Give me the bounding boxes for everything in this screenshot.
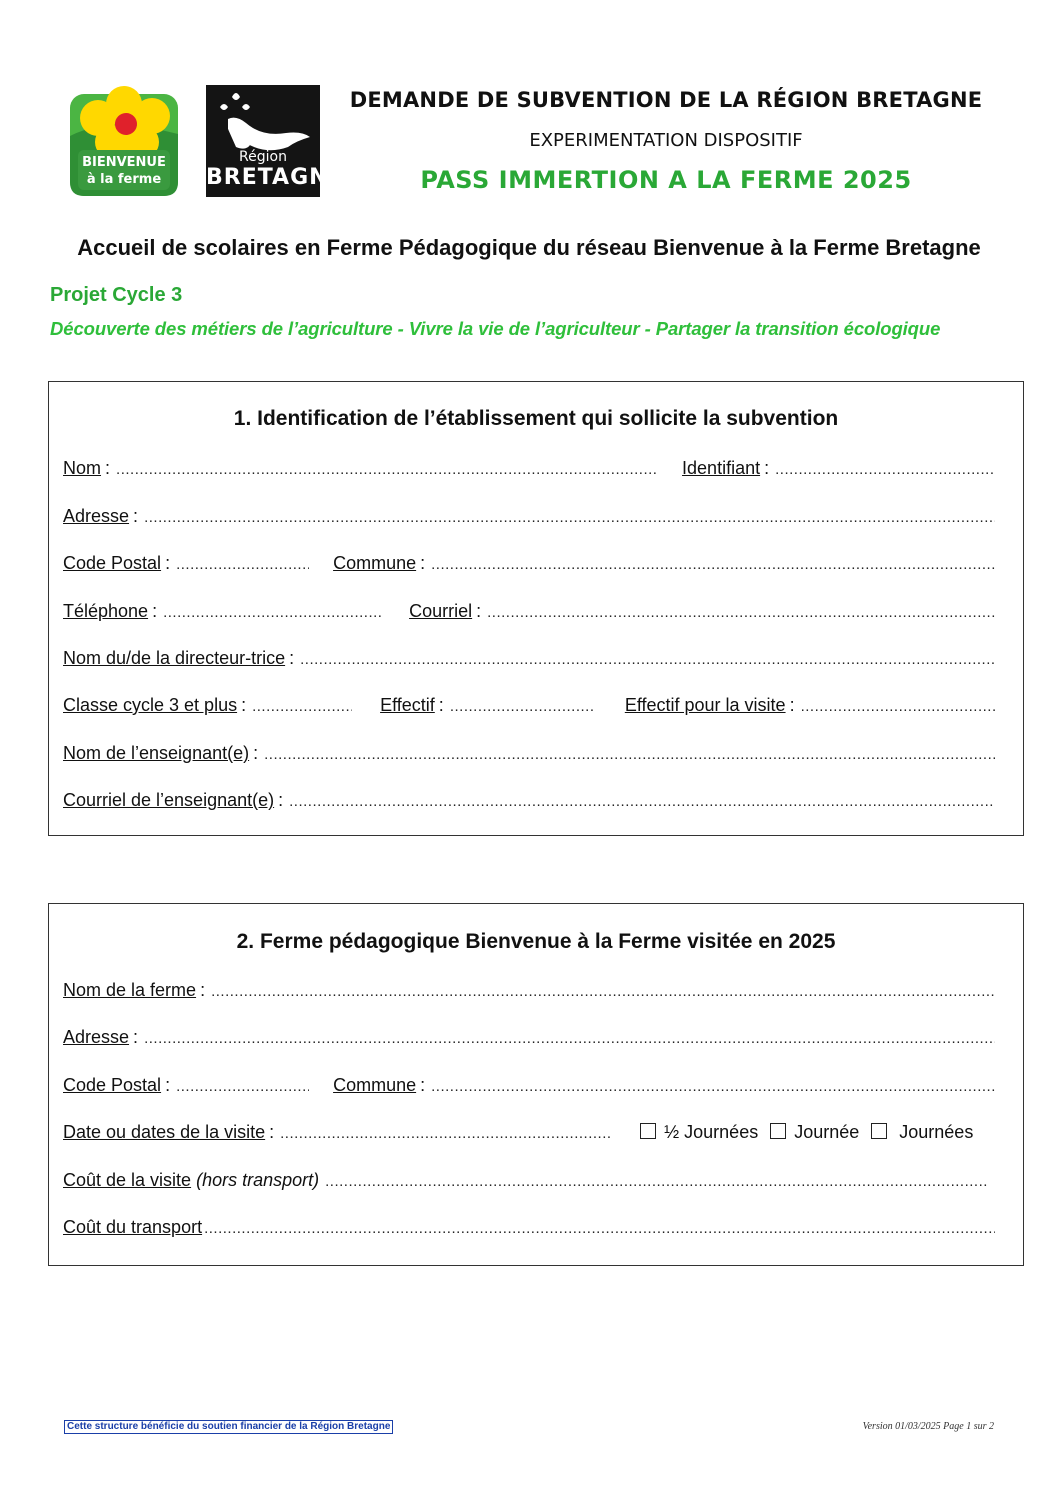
label-enseignant: Nom de l’enseignant(e) bbox=[63, 743, 250, 763]
subject-heading: Accueil de scolaires en Ferme Pédagogique du réseau Bienvenue à la Ferme Bretagne bbox=[77, 235, 981, 260]
pass-title: PASS IMMERTION A LA FERME 2025 bbox=[420, 166, 912, 194]
option-journees[interactable]: Journées bbox=[871, 1122, 973, 1143]
field-identifiant[interactable] bbox=[775, 461, 995, 478]
label-directeur: Nom du/de la directeur-trice bbox=[63, 648, 286, 668]
section-identification bbox=[48, 381, 1024, 836]
field-code-postal[interactable] bbox=[176, 556, 309, 573]
field-cout-visite[interactable] bbox=[325, 1173, 989, 1190]
section-1-title: 1. Identification de l’établissement qui sollicite la subvention bbox=[233, 407, 839, 430]
row-cout-visite bbox=[63, 1170, 989, 1196]
label-nom: Nom bbox=[63, 458, 102, 478]
section-2-title: 2. Ferme pédagogique Bienvenue à la Ferme visitée en 2025 bbox=[236, 930, 836, 953]
field-nom-ferme[interactable] bbox=[211, 983, 995, 1000]
footer-funding-note: Cette structure bénéficie du soutien financier de la Région Bretagne bbox=[64, 1420, 393, 1434]
field-directeur[interactable] bbox=[300, 651, 995, 668]
region-bretagne-logo: Région BRETAGNE bbox=[206, 85, 320, 197]
row-adresse-ferme: Adresse : ..... bbox=[63, 1027, 995, 1053]
checkbox-icon[interactable] bbox=[640, 1123, 656, 1139]
field-adresse-ferme[interactable] bbox=[144, 1030, 995, 1047]
row-adresse: Adresse : ..... bbox=[63, 506, 995, 532]
row-nom: Nom : ..... Identifiant : ..... bbox=[63, 458, 995, 484]
label-adresse-ferme: Adresse bbox=[63, 1027, 130, 1047]
field-enseignant[interactable] bbox=[264, 746, 995, 763]
footer-version: Version 01/03/2025 Page 1 sur 2 bbox=[862, 1421, 994, 1432]
label-courriel: Courriel bbox=[409, 601, 473, 621]
document-title: DEMANDE DE SUBVENTION DE LA RÉGION BRETAGNE bbox=[349, 88, 983, 112]
field-adresse[interactable] bbox=[144, 509, 995, 526]
projet-description: Découverte des métiers de l’agriculture - Vivre la vie de l’agriculteur - Partager la transition écologique bbox=[50, 318, 941, 339]
row-nom-ferme: Nom de la ferme : ..... bbox=[63, 980, 995, 1006]
row-courriel-enseignant: Courriel de l’enseignant(e) : ..... bbox=[63, 790, 995, 816]
option-journee[interactable]: Journée bbox=[770, 1122, 859, 1143]
field-telephone[interactable] bbox=[163, 604, 383, 621]
svg-text:à la ferme: à la ferme bbox=[86, 172, 162, 187]
label-cout-transport: Coût du transport bbox=[63, 1217, 203, 1237]
row-directeur: Nom du/de la directeur-trice : ..... bbox=[63, 648, 995, 674]
row-enseignant: Nom de l’enseignant(e) : ..... bbox=[63, 743, 995, 769]
field-courriel[interactable] bbox=[487, 604, 995, 621]
label-telephone: Téléphone bbox=[63, 601, 149, 621]
label-commune-ferme: Commune bbox=[333, 1075, 417, 1095]
label-adresse: Adresse bbox=[63, 506, 130, 526]
label-cout-visite: Coût de la visite bbox=[63, 1170, 192, 1190]
field-dates-visite[interactable] bbox=[280, 1125, 610, 1142]
bienvenue-a-la-ferme-logo bbox=[68, 76, 180, 198]
row-classe: Classe cycle 3 et plus : ..... Effectif : ..... Effectif pour la visite : ..... bbox=[63, 695, 995, 721]
label-classe: Classe cycle 3 et plus bbox=[63, 695, 238, 715]
row-dates-visite: Date ou dates de la visite : ..... ½ Journées Journée Journées bbox=[63, 1122, 1005, 1148]
label-dates-visite: Date ou dates de la visite bbox=[63, 1122, 266, 1142]
document-subtitle: EXPERIMENTATION DISPOSITIF bbox=[529, 130, 803, 151]
field-classe[interactable] bbox=[252, 698, 352, 715]
row-code-postal-ferme: Code Postal : ..... Commune : ..... bbox=[63, 1075, 995, 1101]
field-effectif[interactable] bbox=[450, 698, 595, 715]
checkbox-icon[interactable] bbox=[770, 1123, 786, 1139]
label-nom-ferme: Nom de la ferme bbox=[63, 980, 197, 1000]
row-cout-transport bbox=[63, 1217, 995, 1243]
field-effectif-visite[interactable] bbox=[801, 698, 995, 715]
row-code-postal: Code Postal : ..... Commune : ..... bbox=[63, 553, 995, 579]
label-identifiant: Identifiant bbox=[682, 458, 761, 478]
field-commune[interactable] bbox=[431, 556, 995, 573]
field-courriel-enseignant[interactable] bbox=[289, 793, 995, 810]
field-cout-transport[interactable] bbox=[204, 1220, 995, 1237]
label-effectif: Effectif bbox=[380, 695, 435, 715]
label-commune: Commune bbox=[333, 553, 417, 573]
checkbox-icon[interactable] bbox=[871, 1123, 887, 1139]
label-effectif-visite: Effectif pour la visite bbox=[624, 695, 786, 715]
option-demi-journees[interactable]: ½ Journées bbox=[640, 1122, 758, 1143]
label-code-postal-ferme: Code Postal bbox=[63, 1075, 162, 1095]
row-telephone: Téléphone : ..... Courriel : ..... bbox=[63, 601, 995, 627]
projet-heading: Projet Cycle 3 bbox=[50, 284, 183, 306]
label-code-postal: Code Postal bbox=[63, 553, 162, 573]
field-commune-ferme[interactable] bbox=[431, 1078, 995, 1095]
label-courriel-enseignant: Courriel de l’enseignant(e) bbox=[63, 790, 275, 810]
field-code-postal-ferme[interactable] bbox=[176, 1078, 309, 1095]
svg-text:BIENVENUE: BIENVENUE bbox=[82, 155, 166, 170]
section-ferme bbox=[48, 903, 1024, 1266]
field-nom[interactable] bbox=[116, 461, 656, 478]
label-hors-transport: (hors transport) bbox=[196, 1170, 320, 1190]
